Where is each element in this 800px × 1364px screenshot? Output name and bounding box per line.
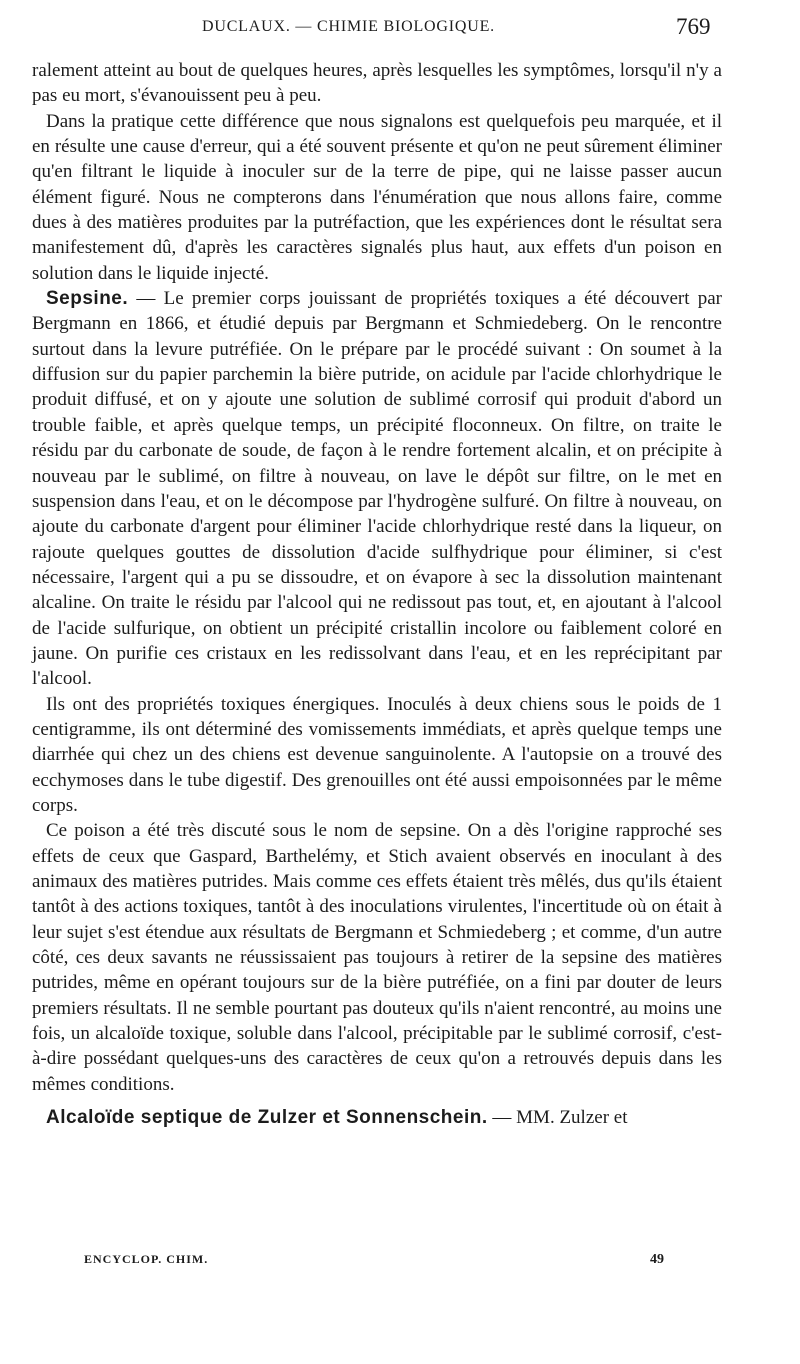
paragraph-text: Ils ont des propriétés toxiques énergiques. Inoculés à deux chiens sous le poids de 1 centigramme, ils ont déterminé des vomissements immédiats, et après quelque temps une diarrhée qui chez un des chiens est devenue sanguinolente. A l'autopsie on a trouvé des ecchymoses dans le tube digestif. Des grenouilles ont été aussi empoisonnées par le même corps. [32,693,722,816]
signature-number: 49 [650,1252,664,1267]
paragraph-sepsine [32,286,722,692]
paragraph-text: — MM. Zulzer et [487,1107,628,1129]
running-title: DUCLAUX. — CHIMIE BIOLOGIQUE. [202,18,495,35]
paragraph-zulzer [32,1105,722,1130]
paragraph-filtering [32,109,722,286]
page-number: 769 [676,14,711,39]
paragraph-sepsine-discussion [32,818,722,1097]
paragraph-text: ralement atteint au bout de quelques heures, après lesquelles les symptômes, lorsqu'il n'y a pas eu mort, s'évanouissent peu à peu. [32,60,722,107]
paragraph-text: Ce poison a été très discuté sous le nom de sepsine. On a dès l'origine rapproché ses effets de ceux que Gaspard, Barthelémy, et Stich avaient observés en inoculant à des animaux des matières putrides. Mais comme ces effets étaient très mêlés, dus qu'ils étaient tantôt à des actions toxiques, tantôt à des inoculations virulentes, l'incertitude où on était à leur sujet s'est étendue aux résultats de Bergmann et Schmiedeberg ; et comme, d'un autre côté, ces deux savants ne réussissaient pas toujours à retirer de la sepsine des matières putrides, même en opérant toujours sur de la bière putréfiée, on a fini par douter de leurs premiers résultats. Il ne semble pourtant pas douteux qu'ils n'aient rencontré, au moins une fois, un alcaloïde toxique, soluble dans l'alcool, précipitable par le sublimé corrosif, c'est-à-dire possédant quelques-uns des caractères de ceux qu'on a retrouvés depuis dans les mêmes conditions. [32,820,722,1095]
page-footer [0,1252,800,1276]
body-text [32,58,722,1130]
signature-mark: ENCYCLOP. CHIM. [84,1252,209,1266]
paragraph-toxic-properties [32,692,722,819]
paragraph-text: — Le premier corps jouissant de propriétés toxiques a été découvert par Bergmann en 1866, et étudié depuis par Bergmann et Schmiedeberg. On le rencontre surtout dans la levure putréfiée. On le prépare par le procédé suivant : On soumet à la diffusion sur du papier parchemin la bière putride, on acidule par l'acide chlorhydrique le produit diffusé, et on y ajoute une solution de sublimé corrosif qui produit d'abord un trouble faible, et après quelque temps, un précipité floconneux. On filtre, on traite le résidu par du carbonate de soude, de façon à le rendre fortement alcalin, et on précipite à nouveau par le sublimé, on filtre à nouveau, on lave le dépôt sur filtre, on le met en suspension dans l'eau, et on le décompose par l'hydrogène sulfuré. On filtre à nouveau, on ajoute du carbonate d'argent pour éliminer l'acide chlorhydrique resté dans la liqueur, on rajoute quelques gouttes de dissolution d'acide sulfhydrique pour éliminer, si c'est nécessaire, l'argent qui a pu se dissoudre, et on évapore à sec la dissolution maintenant alcaline. On traite le résidu par l'alcool qui ne redissout pas tout, et, en ajoutant à l'alcool de l'acide sulfurique, on obtient un précipité cristallin incolore ou faiblement coloré en jaune. On purifie ces cristaux en les redissolvant dans l'eau, et en les reprécipitant par l'alcool. [32,288,722,690]
section-heading-sepsine: Sepsine. [46,288,129,310]
paragraph-text: Dans la pratique cette différence que nous signalons est quelquefois peu marquée, et il en résulte une cause d'erreur, qui a été souvent présente et qu'on ne peut sûrement éliminer qu'en filtrant le liquide à inoculer sur de la terre de pipe, qui ne laisse passer aucun élément figuré. Nous ne compterons dans l'énumération que nous allons faire, comme dues à des matières produites par la putréfaction, que les expériences dont le résultat sera manifestement dû, d'après les caractères signalés plus haut, aux effets d'un poison en solution dans le liquide injecté. [32,110,722,284]
running-head [0,14,800,46]
section-heading-zulzer: Alcaloïde septique de Zulzer et Sonnenschein. [46,1107,488,1129]
paragraph-continuation [32,58,722,109]
